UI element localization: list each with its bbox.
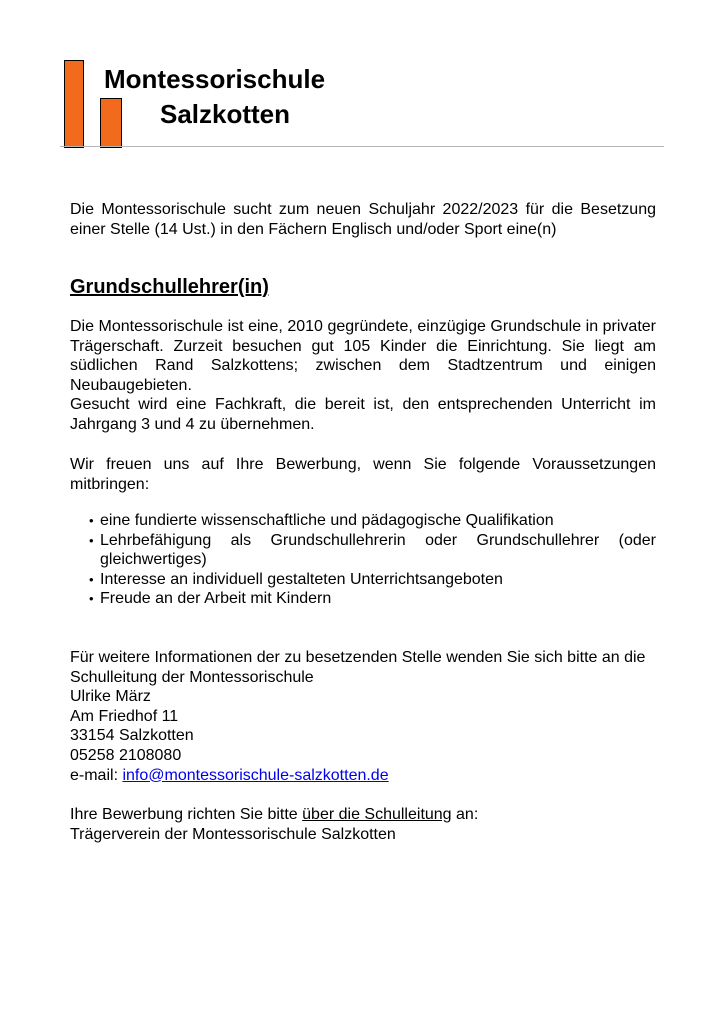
bullet-icon: • (89, 571, 94, 587)
requirements-list (70, 511, 656, 609)
list-item: • Interesse an individuell gestalteten Unterrichtsangeboten (89, 570, 503, 588)
contact-email-line (70, 766, 656, 786)
application-block (70, 805, 656, 844)
application-recipient: Trägerverein der Montessorischule Salzkotten (70, 825, 396, 843)
description-text: Die Montessorischule ist eine, 2010 gegründete, einzügige Grundschule in privater Trägerschaft. Zurzeit besuchen gut 105 Kinder die Einrichtung. Sie liegt am südlichen Rand Salzkottens; zwischen dem Stadtzentrum und einigen Neubaugebieten. (70, 318, 656, 394)
email-link[interactable]: info@montessorischule-salzkotten.de (122, 766, 389, 784)
bullet-icon: • (89, 513, 94, 528)
logo-bar-left (64, 60, 84, 148)
list-item: • Lehrbefähigung als Grundschullehrerin oder Grundschullehrer (oder gleichwertiges) (89, 531, 656, 569)
contact-block (70, 648, 656, 785)
school-name-line1: Montessorischule (104, 64, 326, 94)
description-paragraph (70, 317, 656, 435)
bullet-icon: • (89, 532, 94, 548)
contact-street: Am Friedhof 11 (70, 707, 179, 725)
header-divider (60, 146, 664, 147)
application-underlined: über die Schulleitung (302, 806, 452, 823)
school-name-line2: Salzkotten (160, 99, 291, 129)
position-title: Grundschullehrer(in) (70, 276, 269, 298)
bullet-icon: • (89, 591, 94, 607)
email-label: e-mail: (70, 766, 123, 784)
intro-paragraph: Die Montessorischule sucht zum neuen Schuljahr 2022/2023 für die Besetzung einer Stelle (14 Ust.) in den Fächern Englisch und/oder Sport eine(n) (70, 201, 656, 238)
contact-name: Ulrike März (70, 688, 151, 706)
list-item: • eine fundierte wissenschaftliche und pädagogische Qualifikation (89, 512, 554, 529)
contact-phone: 05258 2108080 (70, 746, 182, 764)
contact-city: 33154 Salzkotten (70, 727, 194, 745)
contact-intro: Für weitere Informationen der zu besetzenden Stelle wenden Sie sich bitte an die Schulleitung der Montessorischule (70, 649, 646, 686)
application-suffix: an: (451, 806, 479, 823)
description-text-2: Gesucht wird eine Fachkraft, die bereit ist, den entsprechenden Unterricht im Jahrgang 3 und 4 zu übernehmen. (70, 396, 656, 433)
requirements-intro: Wir freuen uns auf Ihre Bewerbung, wenn Sie folgende Voraussetzungen mitbringen: (70, 456, 656, 493)
logo-bar-right (100, 98, 122, 148)
application-line (70, 805, 656, 825)
list-item: • Freude an der Arbeit mit Kindern (89, 590, 332, 608)
application-prefix: Ihre Bewerbung richten Sie bitte (70, 806, 303, 823)
